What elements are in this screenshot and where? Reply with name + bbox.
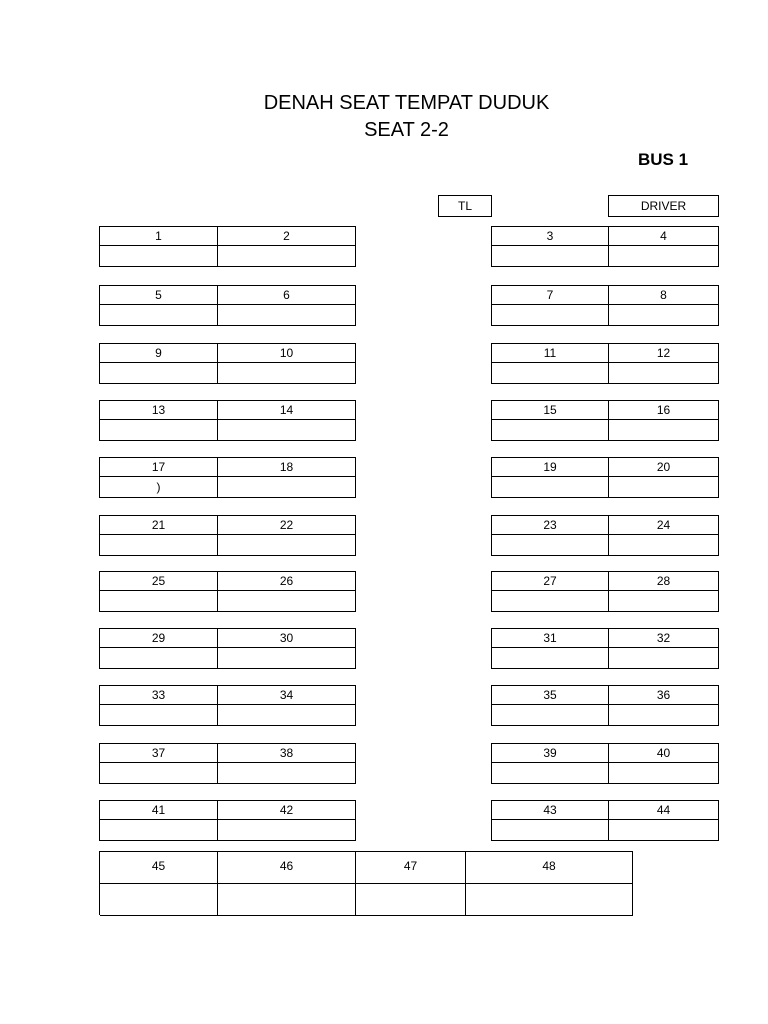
seat-number: 30 (218, 629, 356, 648)
seat-number: 7 (492, 286, 609, 305)
seat-pair-left (99, 743, 356, 784)
seat-name[interactable] (218, 246, 356, 267)
seat-pair-right (491, 685, 719, 726)
seat-pair-left (99, 226, 356, 267)
seat-name[interactable] (218, 648, 356, 669)
seat-pair-left (99, 457, 356, 498)
seat-name[interactable] (492, 820, 609, 841)
seat-number: 18 (218, 458, 356, 477)
seat-name[interactable] (492, 305, 609, 326)
seat-pair-right (491, 515, 719, 556)
seat-name[interactable] (609, 305, 719, 326)
seat-pair-right (491, 343, 719, 384)
seat-name[interactable] (609, 535, 719, 556)
seat-name[interactable] (609, 648, 719, 669)
seat-name[interactable] (492, 535, 609, 556)
page-title: DENAH SEAT TEMPAT DUDUK (263, 92, 550, 114)
seat-number: 17 (100, 458, 218, 477)
seat-number: 26 (218, 572, 356, 591)
seat-number: 15 (492, 401, 609, 420)
page-subtitle: SEAT 2-2 (364, 119, 449, 141)
seat-name[interactable] (218, 705, 356, 726)
seat-name[interactable] (492, 420, 609, 441)
seat-name[interactable] (218, 477, 356, 498)
seat-name[interactable] (609, 246, 719, 267)
seat-number: 42 (218, 801, 356, 820)
driver-seat: DRIVER (608, 195, 719, 217)
seat-number: 21 (100, 516, 218, 535)
seat-name[interactable] (218, 763, 356, 784)
seat-number: 11 (492, 344, 609, 363)
seat-number: 33 (100, 686, 218, 705)
seat-number: 3 (492, 227, 609, 246)
seat-name[interactable] (609, 477, 719, 498)
seat-number: 1 (100, 227, 218, 246)
seat-number: 46 (218, 852, 356, 884)
seat-pair-right (491, 457, 719, 498)
seat-pair-left (99, 800, 356, 841)
seat-number: 25 (100, 572, 218, 591)
seat-number: 10 (218, 344, 356, 363)
seat-name[interactable] (609, 363, 719, 384)
seat-name[interactable] (218, 305, 356, 326)
seat-name[interactable] (218, 535, 356, 556)
seat-number: 41 (100, 801, 218, 820)
seat-number: 48 (466, 852, 633, 884)
seat-number: 28 (609, 572, 719, 591)
seat-name[interactable] (100, 305, 218, 326)
seat-number: 45 (100, 852, 218, 884)
seat-pair-right (491, 285, 719, 326)
seat-pair-right (491, 226, 719, 267)
seat-number: 8 (609, 286, 719, 305)
seat-name[interactable] (100, 246, 218, 267)
seat-pair-left (99, 571, 356, 612)
seat-number: 32 (609, 629, 719, 648)
seat-name[interactable] (100, 820, 218, 841)
seat-name[interactable] (609, 705, 719, 726)
seat-name[interactable] (492, 591, 609, 612)
seat-number: 12 (609, 344, 719, 363)
seat-pair-left (99, 400, 356, 441)
seat-number: 38 (218, 744, 356, 763)
seat-name[interactable] (609, 420, 719, 441)
seat-number: 5 (100, 286, 218, 305)
seat-pair-right (491, 743, 719, 784)
seat-name[interactable] (218, 420, 356, 441)
seat-number: 22 (218, 516, 356, 535)
seat-name[interactable] (466, 884, 633, 916)
seat-name[interactable] (100, 591, 218, 612)
seat-name[interactable] (492, 477, 609, 498)
seat-name[interactable] (218, 820, 356, 841)
seat-number: 6 (218, 286, 356, 305)
seat-number: 37 (100, 744, 218, 763)
seat-name[interactable] (492, 246, 609, 267)
seat-number: 2 (218, 227, 356, 246)
tl-seat: TL (438, 195, 492, 217)
seat-pair-left (99, 285, 356, 326)
seat-number: 29 (100, 629, 218, 648)
seat-number: 13 (100, 401, 218, 420)
seat-pair-right (491, 571, 719, 612)
seat-name[interactable] (100, 420, 218, 441)
seat-number: 47 (356, 852, 466, 884)
seat-name[interactable] (100, 763, 218, 784)
seat-name[interactable]: ) (100, 477, 218, 498)
seat-name[interactable] (100, 535, 218, 556)
seat-name[interactable] (609, 820, 719, 841)
seat-name[interactable] (609, 591, 719, 612)
seat-number: 9 (100, 344, 218, 363)
seat-number: 19 (492, 458, 609, 477)
seat-number: 44 (609, 801, 719, 820)
seat-pair-left (99, 685, 356, 726)
seat-number: 36 (609, 686, 719, 705)
seat-pair-right (491, 800, 719, 841)
seat-number: 40 (609, 744, 719, 763)
seat-number: 31 (492, 629, 609, 648)
back-row (99, 851, 633, 915)
seat-name[interactable] (100, 363, 218, 384)
seat-name[interactable] (218, 591, 356, 612)
seat-name[interactable] (492, 363, 609, 384)
seat-number: 34 (218, 686, 356, 705)
seat-name[interactable] (492, 648, 609, 669)
seat-number: 43 (492, 801, 609, 820)
seat-name[interactable] (356, 884, 466, 916)
seat-name[interactable] (609, 763, 719, 784)
seat-number: 20 (609, 458, 719, 477)
seat-number: 14 (218, 401, 356, 420)
seat-number: 24 (609, 516, 719, 535)
seat-pair-left (99, 343, 356, 384)
seat-number: 27 (492, 572, 609, 591)
seat-number: 16 (609, 401, 719, 420)
seat-number: 4 (609, 227, 719, 246)
seat-pair-right (491, 400, 719, 441)
seat-name[interactable] (218, 363, 356, 384)
seat-pair-left (99, 515, 356, 556)
bus-label: BUS 1 (638, 150, 689, 169)
seat-number: 39 (492, 744, 609, 763)
seat-name[interactable] (100, 705, 218, 726)
seat-number: 35 (492, 686, 609, 705)
seat-name[interactable] (100, 884, 218, 916)
seat-name[interactable] (218, 884, 356, 916)
seat-name[interactable] (100, 648, 218, 669)
seat-name[interactable] (492, 705, 609, 726)
seat-pair-right (491, 628, 719, 669)
seat-pair-left (99, 628, 356, 669)
seat-name[interactable] (492, 763, 609, 784)
seat-number: 23 (492, 516, 609, 535)
